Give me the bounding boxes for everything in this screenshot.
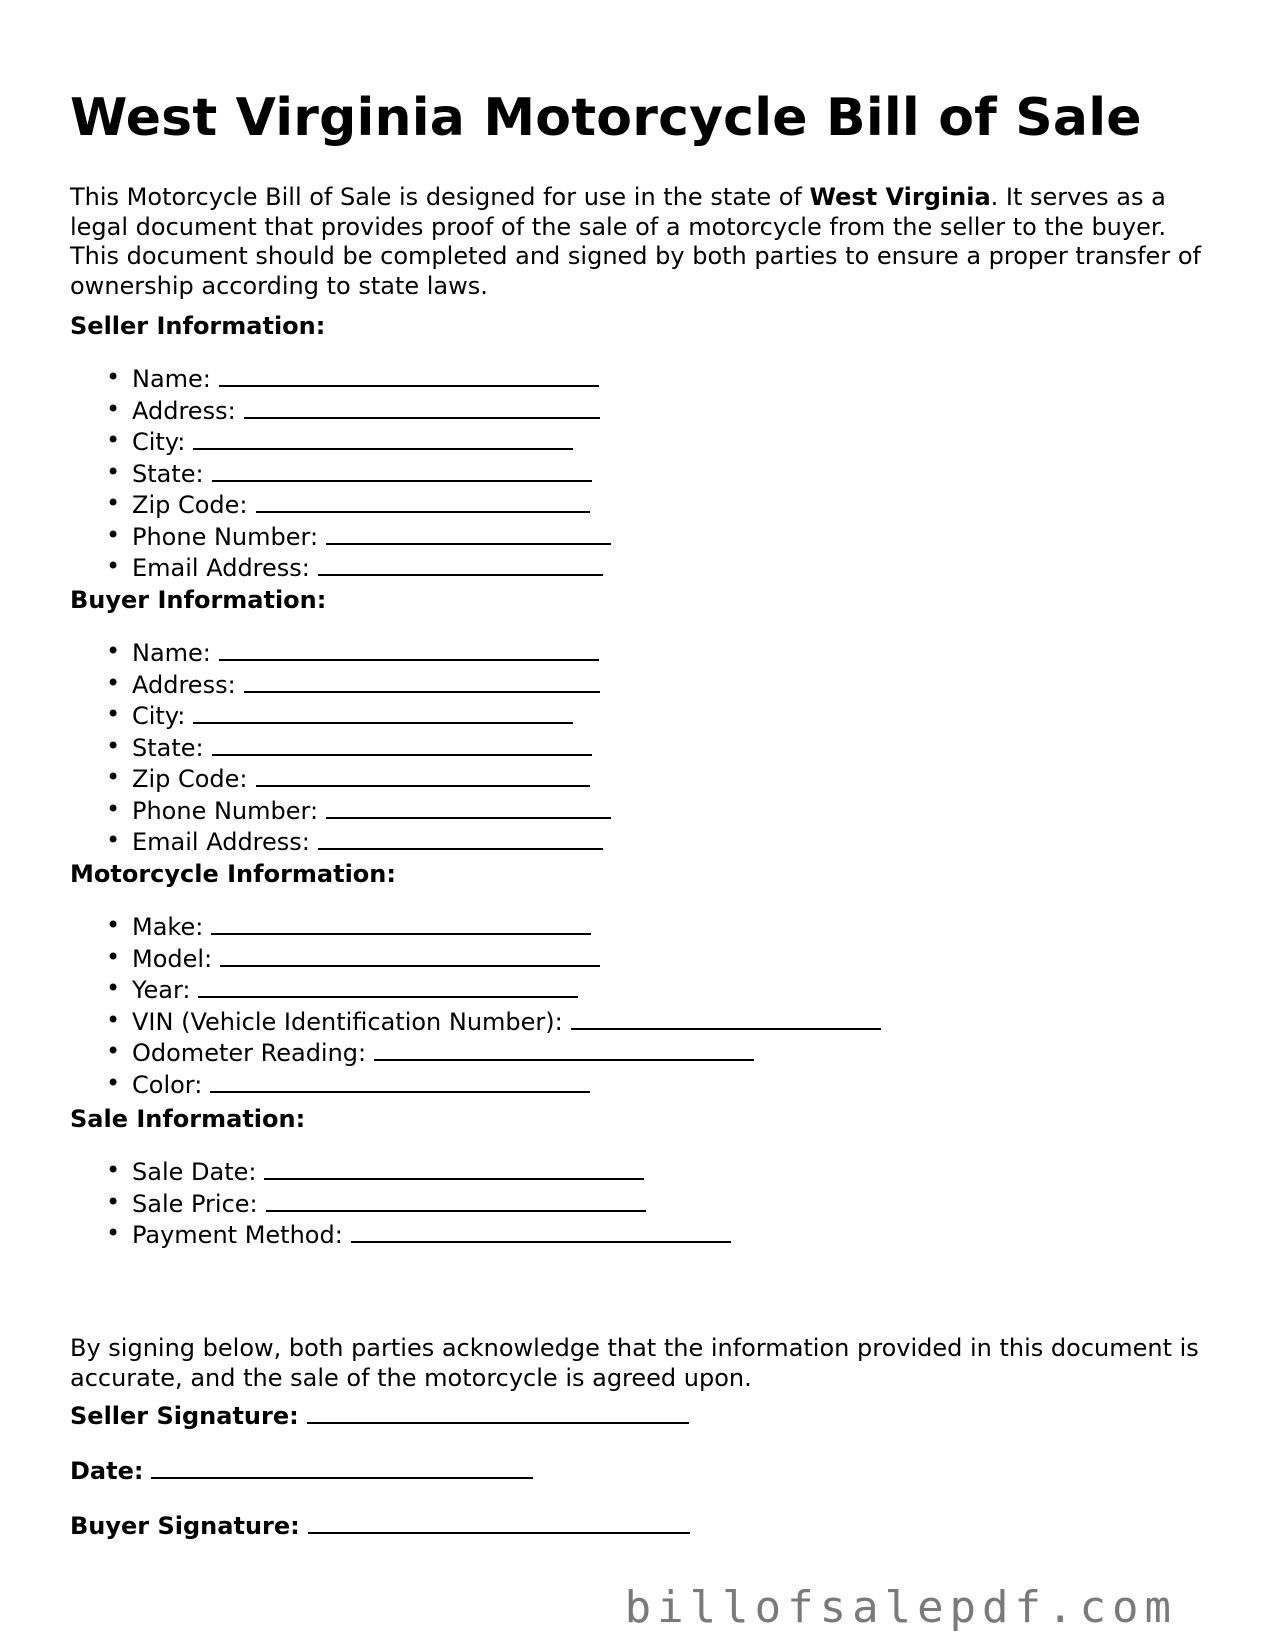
field-label: State: [132,733,204,762]
fill-in-line[interactable] [264,1156,644,1180]
fill-in-line[interactable] [210,1069,590,1093]
fill-in-line[interactable] [193,426,573,450]
seller-address-field[interactable]: • Address: [70,395,611,427]
motorcycle-vin-field[interactable]: • VIN (Vehicle Identification Number): [70,1006,881,1038]
field-label: Address: [132,396,236,425]
field-label: Model: [132,944,213,973]
motorcycle-section-heading: Motorcycle Information: [70,860,396,888]
signature-line[interactable] [307,1400,689,1424]
sale-price-field[interactable]: • Sale Price: [70,1188,731,1220]
seller-section-heading: Seller Information: [70,312,326,340]
buyer-section-heading: Buyer Information: [70,586,327,614]
buyer-address-field[interactable]: • Address: [70,669,611,701]
seller-city-field[interactable]: • City: [70,426,611,458]
sale-date-field[interactable]: • Sale Date: [70,1156,731,1188]
field-label: Phone Number: [132,522,319,551]
fill-in-line[interactable] [318,826,603,850]
intro-paragraph [70,183,1210,301]
field-label: Name: [132,365,211,393]
motorcycle-make-field[interactable]: • Make: [70,911,881,943]
intro-text-before: This Motorcycle Bill of Sale is designed for use in the state of [70,183,810,211]
fill-in-line[interactable] [374,1037,754,1061]
closing-paragraph: By signing below, both parties acknowledge that the information provided in this document is accurate, and the sale of the motorcycle is agreed upon. [70,1334,1199,1392]
fill-in-line[interactable] [211,911,591,935]
buyer-signature-label: Buyer Signature: [70,1512,300,1540]
buyer-signature-field[interactable] [70,1510,690,1540]
motorcycle-odometer-field[interactable]: • Odometer Reading: [70,1037,881,1069]
field-label: Payment Method: [132,1221,343,1249]
field-label: Address: [132,670,236,699]
field-label: State: [132,459,204,488]
fill-in-line[interactable] [244,669,600,693]
field-label: City: [132,428,186,456]
buyer-name-field[interactable]: • Name: [70,637,611,669]
sale-section-heading: Sale Information: [70,1105,306,1133]
field-label: Zip Code: [132,765,248,793]
buyer-state-field[interactable]: • State: [70,732,611,764]
fill-in-line[interactable] [571,1006,881,1030]
date-line[interactable] [151,1455,533,1479]
fill-in-line[interactable] [219,637,599,661]
seller-state-field[interactable]: • State: [70,458,611,490]
field-label: Odometer Reading: [132,1039,367,1067]
field-label: Color: [132,1070,203,1099]
fill-in-line[interactable] [244,395,600,419]
field-label: Zip Code: [132,491,248,519]
field-label: Email Address: [132,828,310,856]
field-label: Name: [132,639,211,667]
buyer-zip-field[interactable]: • Zip Code: [70,763,611,795]
fill-in-line[interactable] [212,458,592,482]
seller-phone-field[interactable]: • Phone Number: [70,521,611,553]
intro-state-name: West Virginia [809,183,991,211]
buyer-phone-field[interactable]: • Phone Number: [70,795,611,827]
signature-line[interactable] [308,1510,690,1534]
fill-in-line[interactable] [198,974,578,998]
field-label: Sale Price: [132,1189,258,1218]
seller-signature-field[interactable] [70,1400,689,1430]
fill-in-line[interactable] [193,700,573,724]
field-label: VIN (Vehicle Identification Number): [132,1007,563,1036]
fill-in-line[interactable] [351,1219,731,1243]
site-watermark: billofsalepdf.com [624,1582,1177,1633]
fill-in-line[interactable] [326,795,611,819]
fill-in-line[interactable] [318,552,603,576]
buyer-city-field[interactable]: • City: [70,700,611,732]
motorcycle-model-field[interactable]: • Model: [70,943,881,975]
intro-text-after: . It serves as a legal document that provides proof of the sale of a motorcycle from the seller to the buyer. This document should be completed and signed by both parties to ensure a proper transfer of ownership according to state laws. [70,183,1201,300]
buyer-field-list [70,637,611,858]
fill-in-line[interactable] [219,363,599,387]
fill-in-line[interactable] [212,732,592,756]
fill-in-line[interactable] [256,763,590,787]
seller-name-field[interactable]: • Name: [70,363,611,395]
fill-in-line[interactable] [220,943,600,967]
buyer-email-field[interactable]: • Email Address: [70,826,611,858]
motorcycle-year-field[interactable]: • Year: [70,974,881,1006]
fill-in-line[interactable] [266,1188,646,1212]
seller-zip-field[interactable]: • Zip Code: [70,489,611,521]
date-label: Date: [70,1457,144,1485]
field-label: City: [132,702,186,730]
seller-signature-label: Seller Signature: [70,1402,299,1430]
field-label: Email Address: [132,554,310,582]
field-label: Year: [132,976,191,1004]
sale-payment-method-field[interactable]: • Payment Method: [70,1219,731,1251]
fill-in-line[interactable] [256,489,590,513]
field-label: Sale Date: [132,1158,257,1186]
fill-in-line[interactable] [326,521,611,545]
sale-field-list [70,1156,731,1251]
seller-field-list [70,363,611,584]
seller-email-field[interactable]: • Email Address: [70,552,611,584]
date-field[interactable] [70,1455,533,1485]
field-label: Make: [132,913,204,941]
motorcycle-color-field[interactable]: • Color: [70,1069,881,1101]
field-label: Phone Number: [132,796,319,825]
motorcycle-field-list [70,911,881,1100]
document-title: West Virginia Motorcycle Bill of Sale [70,88,1142,148]
